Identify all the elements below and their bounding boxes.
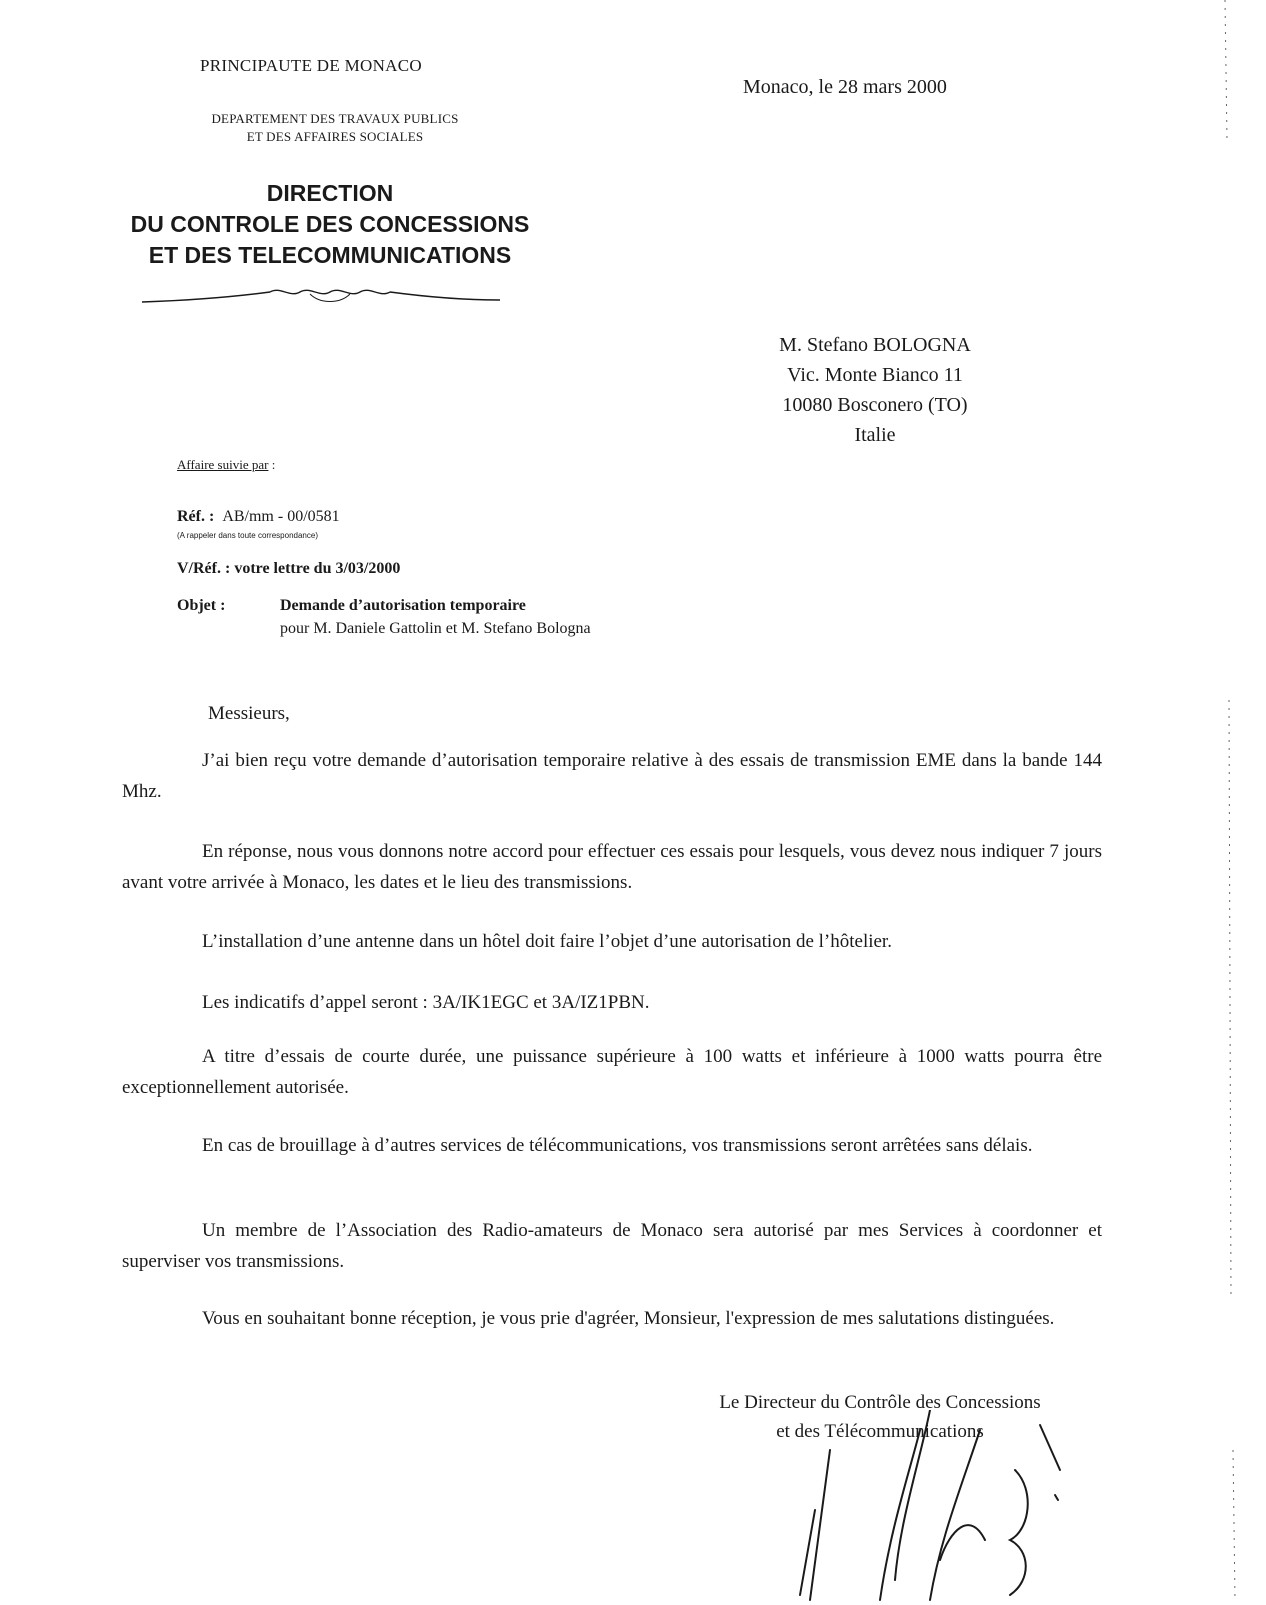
- objet-line-1: Demande d’autorisation temporaire: [280, 597, 526, 614]
- signatory-title-line-1: Le Directeur du Contrôle des Concessions: [719, 1392, 1041, 1413]
- affaire-suivie: [177, 457, 275, 473]
- body-paragraph-4: Les indicatifs d’appel seront : 3A/IK1EGC et 3A/IZ1PBN.: [202, 992, 650, 1013]
- body-paragraph-3: L’installation d’une antenne dans un hôtel doit faire l’objet d’une autorisation de l’hôtelier.: [202, 931, 892, 952]
- body-paragraph-1: J’ai bien reçu votre demande d’autorisation temporaire relative à des essais de transmission EME dans la bande 144 Mhz.: [122, 750, 1102, 802]
- department-line-1: DEPARTEMENT DES TRAVAUX PUBLICS: [211, 111, 459, 126]
- body-paragraph-2: En réponse, nous vous donnons notre accord pour effectuer ces essais pour lesquels, vous devez nous indiquer 7 jours avant votre arrivée à Monaco, les dates et le lieu des transmissions.: [122, 841, 1102, 893]
- direction-line-3: ET DES TELECOMMUNICATIONS: [148, 242, 512, 268]
- body-paragraph-5: A titre d’essais de courte durée, une puissance supérieure à 100 watts et inférieure à 1000 watts pourra être exceptionnellement autorisée.: [122, 1046, 1102, 1098]
- direction-line-1: DIRECTION: [266, 180, 394, 206]
- ref-value: AB/mm - 00/0581: [222, 508, 340, 525]
- affaire-colon: :: [268, 457, 276, 472]
- recipient-street: Vic. Monte Bianco 11: [787, 364, 963, 386]
- ornament-divider: [140, 282, 510, 312]
- affaire-label: Affaire suivie par: [177, 457, 269, 472]
- letter-date: Monaco, le 28 mars 2000: [743, 76, 947, 98]
- ref-note: (A rappeler dans toute correspondance): [177, 531, 318, 540]
- objet-line-2: pour M. Daniele Gattolin et M. Stefano Bologna: [280, 620, 591, 637]
- recipient-country: Italie: [854, 424, 896, 446]
- recipient-address: [720, 330, 1030, 450]
- body-paragraph-6: En cas de brouillage à d’autres services de télécommunications, vos transmissions seront arrêtées sans délais.: [202, 1135, 1033, 1156]
- scan-edge-marks: [1215, 0, 1255, 1605]
- recipient-city: 10080 Bosconero (TO): [782, 394, 968, 416]
- reference: [177, 508, 340, 526]
- letterhead-direction: [100, 178, 560, 271]
- body-paragraph-7: Un membre de l’Association des Radio-amateurs de Monaco sera autorisé par mes Services à coordonner et superviser vos transmissions.: [122, 1220, 1102, 1272]
- direction-line-2: DU CONTROLE DES CONCESSIONS: [130, 211, 530, 237]
- letterhead-country: PRINCIPAUTE DE MONACO: [200, 56, 422, 75]
- signatory-title-line-2: et des Télécommunications: [776, 1421, 984, 1442]
- salutation: Messieurs,: [208, 703, 290, 724]
- ref-label: Réf. :: [177, 508, 215, 525]
- department-line-2: ET DES AFFAIRES SOCIALES: [246, 129, 424, 144]
- recipient-name: M. Stefano BOLOGNA: [779, 334, 971, 356]
- handwritten-signature: [770, 1410, 1070, 1605]
- objet-label: Objet :: [177, 597, 226, 614]
- body-paragraph-8: Vous en souhaitant bonne réception, je vous prie d'agréer, Monsieur, l'expression de mes salutations distinguées.: [202, 1308, 1055, 1329]
- your-reference: V/Réf. : votre lettre du 3/03/2000: [177, 560, 401, 577]
- letterhead-department: [150, 110, 520, 146]
